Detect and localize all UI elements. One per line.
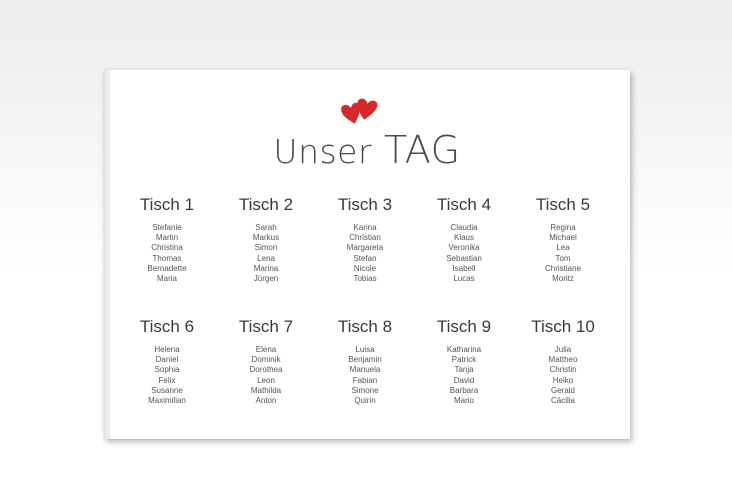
guest-name: Marina [253, 263, 279, 273]
guest-name: Anton [255, 396, 277, 406]
guest-name: Elena [255, 345, 277, 354]
guest-name: Moritz [552, 274, 574, 284]
guest-name: Simon [254, 243, 278, 253]
guest-name: Jürgen [253, 274, 279, 284]
guest-name: Claudia [450, 223, 478, 232]
guest-name: Tanja [454, 365, 474, 375]
guest-name: Barbara [449, 385, 479, 395]
guest-name: Helena [154, 345, 180, 354]
table-heading: Tisch 10 [531, 317, 595, 336]
guest-name: Klaus [453, 233, 474, 243]
title-word-unser: Unser [273, 132, 373, 171]
table-block [315, 317, 415, 406]
guest-name: Markus [252, 233, 280, 243]
guest-name: Cäcilia [550, 396, 575, 406]
guest-name: David [453, 375, 475, 385]
table-heading: Tisch 3 [337, 195, 393, 214]
guest-name: Maximilian [148, 396, 186, 406]
guest-name: Luisa [355, 345, 375, 354]
guest-name: Michael [549, 233, 577, 243]
guest-name: Patrick [451, 355, 477, 365]
table-heading: Tisch 5 [535, 195, 591, 214]
guest-name: Felix [158, 375, 176, 385]
table-heading: Tisch 9 [436, 317, 492, 336]
guest-name: Lena [257, 253, 275, 263]
guest-name: Isabell [452, 263, 476, 273]
table-block [117, 317, 217, 406]
guest-name: Martin [155, 233, 179, 243]
table-block [414, 195, 514, 284]
guest-name: Daniel [155, 355, 179, 365]
guest-name: Sebastian [446, 253, 482, 263]
guest-name: Julia [554, 345, 572, 354]
guest-name: Maria [156, 274, 177, 284]
hearts-icon [340, 94, 380, 128]
guest-name: Leon [257, 375, 275, 385]
guest-name: Quirin [354, 396, 376, 406]
guest-name: Fabian [352, 375, 378, 385]
guest-name: Margareta [346, 243, 384, 253]
guest-name: Christina [151, 243, 183, 253]
guest-name: Manuela [349, 365, 381, 375]
guest-name: Katharina [446, 345, 482, 354]
guest-name: Tom [555, 253, 571, 263]
table-heading: Tisch 4 [436, 195, 492, 214]
guest-name: Stefan [353, 253, 377, 263]
guest-name: Heiko [552, 375, 574, 385]
guest-name: Lucas [453, 274, 475, 284]
guest-name: Christian [349, 233, 381, 243]
table-heading: Tisch 6 [139, 317, 195, 336]
table-block [513, 195, 613, 284]
table-block [513, 317, 613, 406]
heart-large-icon [355, 98, 378, 121]
guest-name: Lea [556, 243, 570, 253]
table-block [315, 195, 415, 284]
guest-name: Christiane [544, 263, 581, 273]
seating-plan-card [104, 70, 630, 439]
guest-name: Christin [549, 365, 577, 375]
guest-name: Thomas [152, 253, 182, 263]
table-block [414, 317, 514, 406]
guest-name: Stefanie [152, 223, 182, 232]
table-block [216, 195, 316, 284]
guest-name: Dominik [251, 355, 281, 365]
guest-name: Susanne [151, 385, 183, 395]
table-heading: Tisch 8 [337, 317, 393, 336]
guest-name: Dorothea [249, 365, 283, 375]
page-title [104, 128, 630, 174]
guest-name: Simone [351, 385, 379, 395]
table-block [117, 195, 217, 284]
guest-name: Sophia [154, 365, 180, 375]
guest-name: Sarah [255, 223, 277, 232]
guest-name: Mario [453, 396, 474, 406]
card-edge-shading [104, 70, 111, 439]
guest-name: Karina [353, 223, 377, 232]
table-block [216, 317, 316, 406]
guest-name: Nicole [353, 263, 377, 273]
guest-name: Gerald [550, 385, 575, 395]
table-heading: Tisch 2 [238, 195, 294, 214]
guest-name: Mattheo [548, 355, 578, 365]
table-heading: Tisch 7 [238, 317, 294, 336]
guest-name: Veronika [448, 243, 480, 253]
title-word-tag: TAG [384, 128, 461, 172]
guest-name: Tobias [353, 274, 377, 284]
guest-name: Mathilda [250, 385, 282, 395]
table-heading: Tisch 1 [139, 195, 195, 214]
guest-name: Bernadette [147, 263, 187, 273]
guest-name: Regina [550, 223, 576, 232]
guest-name: Benjamin [348, 355, 382, 365]
